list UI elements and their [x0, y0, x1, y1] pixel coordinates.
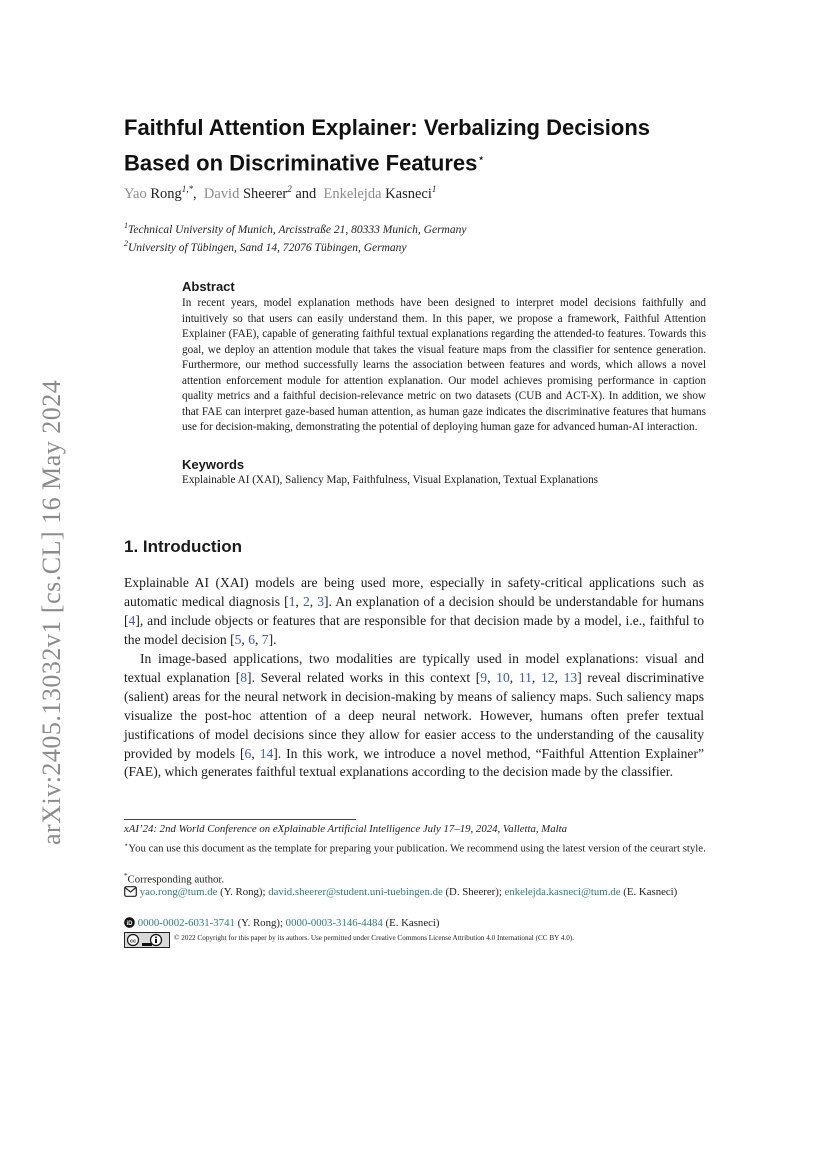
citation-link[interactable]: 2	[302, 593, 310, 609]
paper-title	[124, 113, 744, 178]
citation-link[interactable]: 13	[563, 669, 578, 685]
corresponding-note: *Corresponding author.	[124, 872, 225, 886]
keywords-heading: Keywords	[182, 457, 245, 472]
email-link-rong[interactable]: yao.rong@tum.de	[139, 886, 218, 898]
cc-logo-icon	[125, 933, 169, 947]
citation-link[interactable]: 7	[261, 631, 269, 647]
citation-link[interactable]: 8	[240, 669, 248, 685]
orcid-line: iD 0000-0002-6031-3741 (Y. Rong); 0000-0003-3146-4484 (E. Kasneci)	[124, 916, 708, 932]
author-2: David Sheerer$^2$ and	[203, 184, 324, 202]
envelope-icon	[124, 886, 137, 897]
cc-by-license-icon	[124, 932, 170, 948]
author-3: Enkelejda Kasneci$^1$	[323, 184, 437, 202]
citation-link[interactable]: 3	[317, 593, 325, 609]
footnote-rule	[124, 819, 356, 820]
citation-link[interactable]: 11	[518, 669, 532, 685]
citation-link[interactable]: 14	[259, 745, 274, 761]
citation-link[interactable]: 6	[248, 631, 255, 647]
conference-note: xAI’24: 2nd World Conference on eXplainable Artificial Intelligence July 17–19, 2024, Valletta, Malta	[124, 823, 568, 835]
author-list	[124, 184, 436, 203]
affiliation-1: $^1$Technical University of Munich, Arcisstraße 21, 80333 Munich, Germany	[124, 221, 467, 236]
arxiv-stamp: arXiv:2405.13032v1 [cs.CL] 16 May 2024	[37, 379, 66, 845]
citation-link[interactable]: 9	[480, 669, 488, 685]
title-line-1: Faithful Attention Explainer: Verbalizing Decisions	[124, 115, 651, 140]
affiliation-2: $^2$University of Tübingen, Sand 14, 72076 Tübingen, Germany	[124, 239, 407, 254]
email-link-kasneci[interactable]: enkelejda.kasneci@tum.de	[504, 886, 621, 898]
svg-text:iD: iD	[126, 920, 133, 927]
email-link-sheerer[interactable]: david.sheerer@student.uni-tuebingen.de	[268, 886, 443, 898]
abstract-text: In recent years, model explanation methods have been designed to interpret model decisions faithfully and intuitively so that users can easily understand them. In this paper, we propose a framework, Faithful Attention Explainer (FAE), capable of generating faithful textual explanations regarding the attended-to features. Towards this goal, we deploy an attention module that takes the visual feature maps from the classifier for sentence generation. Furthermore, our method successfully learns the association between features and words, which allows a novel attention enforcement module for attention explanation. Our model achieves promising performance in caption quality metrics and a faithful decision-relevance metric on two datasets (CUB and ACT-X). In addition, we show that FAE can interpret gaze-based human attention, as human gaze indicates the discriminative features that humans use for decision-making, demonstrating the potential of deploying human gaze for advanced human-AI interaction.	[182, 297, 706, 433]
copyright-notice: © 2022 Copyright for this paper by its authors. Use permitted under Creative Commons License Attribution 4.0 International (CC BY 4.0).	[174, 934, 575, 942]
paragraph-1: Explainable AI (XAI) models are being used more, especially in safety-critical applications such as automatic medical diagnosis [1, 2, 3]. An explanation of a decision should be understandable for humans [4], and include objects or features that are responsible for that decision made by a model, i.e., faithful to the model decision [5, 6, 7].	[124, 575, 705, 647]
svg-text:cc: cc	[129, 938, 137, 945]
orcid-link-kasneci[interactable]: 0000-0003-3146-4484	[285, 917, 383, 929]
citation-link[interactable]: 12	[540, 669, 555, 685]
orcid-icon	[124, 917, 135, 928]
email-line: yao.rong@tum.de (Y. Rong); david.sheerer@student.uni-tuebingen.de (D. Sheerer); enkelejda.kasneci@tum.de (E. Kasneci)	[124, 885, 708, 901]
author-1: Yao Rong$^{1,*}$,	[124, 184, 204, 202]
citation-link[interactable]: 10	[496, 669, 510, 685]
abstract-heading: Abstract	[182, 279, 235, 294]
orcid-link-rong[interactable]: 0000-0002-6031-3741	[137, 917, 235, 929]
citation-link[interactable]: 6	[244, 745, 252, 761]
title-mark: ⋆	[477, 151, 485, 165]
keywords-text: Explainable AI (XAI), Saliency Map, Faithfulness, Visual Explanation, Textual Explanations	[182, 474, 599, 486]
citation-link[interactable]: 1	[288, 593, 296, 609]
paragraph-2: In image-based applications, two modalities are typically used in model explanations: visual and textual explanation [8]. Several related works in this context [9, 10, 11, 12, 13] reveal discriminative (salient) areas for the neural network in decision-making by means of saliency maps. Such saliency maps visualize the post-hoc attention of a deep neural network. However, humans often prefer textual justifications of model decisions since they allow for easier access to the understanding of the causality provided by models [6, 14]. In this work, we introduce a novel method, “Faithful Attention Explainer” (FAE), which generates faithful textual explanations according to the decision made by the classifier.	[124, 651, 705, 780]
citation-link[interactable]: 5	[234, 631, 242, 647]
star-footnote: ⋆You can use this document as the template for preparing your publication. We recommend using the latest version of the ceurart style.	[124, 841, 706, 855]
section-heading: 1. Introduction	[124, 537, 243, 556]
title-line-2: Based on Discriminative Features	[124, 150, 478, 176]
citation-link[interactable]: 4	[128, 612, 136, 628]
